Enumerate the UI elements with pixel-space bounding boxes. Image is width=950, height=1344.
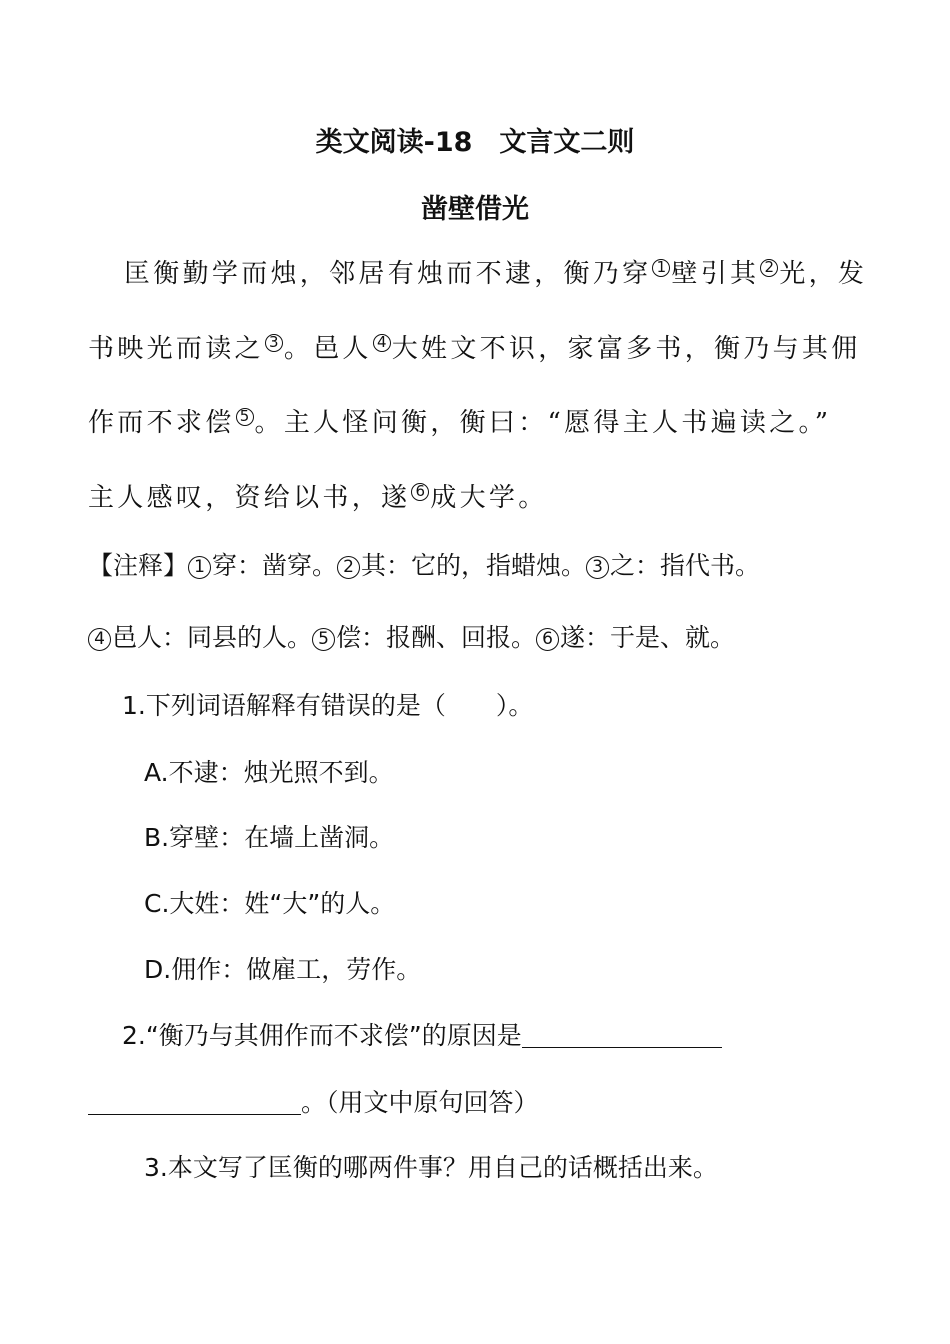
question-1: 1.下列词语解释有错误的是（ ）。 [122, 691, 534, 720]
note-marker-5: 5 [236, 408, 254, 426]
passage-line-2 [88, 333, 861, 365]
passage-text: 匡衡勤学而烛，邻居有烛而不逮，衡乃穿 [124, 259, 652, 289]
passage-text: 成大学。 [430, 483, 548, 513]
note-marker-4: 4 [373, 334, 391, 352]
page-title: 类文阅读-18 文言文二则 [315, 127, 635, 158]
passage-title: 凿壁借光 [421, 194, 529, 225]
note-marker-6: 6 [411, 483, 429, 501]
question-1-option-d: D.佣作：做雇工，劳作。 [144, 955, 422, 984]
note-text: 遂：于是、就。 [560, 623, 736, 652]
note-number-3: 3 [586, 556, 609, 579]
note-text: 其：它的，指蜡烛。 [361, 551, 587, 580]
answer-blank-1[interactable] [522, 1021, 722, 1048]
passage-text: 。邑人 [283, 334, 372, 364]
question-2-continued [88, 1087, 539, 1119]
notes-line-2 [88, 622, 735, 654]
question-2-instruction: 。（用文中原句回答） [301, 1088, 539, 1117]
question-3: 3.本文写了匡衡的哪两件事？用自己的话概括出来。 [144, 1153, 718, 1182]
note-number-1: 1 [188, 556, 211, 579]
question-2-text: 2.“衡乃与其佣作而不求偿”的原因是 [122, 1021, 522, 1050]
passage-line-4 [88, 482, 548, 514]
passage-text: 光，发 [779, 259, 868, 289]
passage-text: 大姓文不识，家富多书，衡乃与其佣 [391, 334, 861, 364]
notes-line-1 [88, 550, 760, 582]
note-marker-1: 1 [652, 259, 670, 277]
question-1-option-b: B.穿壁：在墙上凿洞。 [144, 823, 395, 852]
passage-text: 。主人怪问衡，衡曰：“愿得主人书遍读之。” [254, 408, 832, 438]
question-1-option-c: C.大姓：姓“大”的人。 [144, 889, 396, 918]
passage-text: 作而不求偿 [88, 408, 235, 438]
note-text: 偿：报酬、回报。 [336, 623, 537, 652]
note-number-6: 6 [536, 628, 559, 651]
passage-line-3 [88, 407, 831, 439]
note-number-5: 5 [312, 628, 335, 651]
note-number-2: 2 [337, 556, 360, 579]
answer-blank-2[interactable] [88, 1088, 301, 1115]
note-text: 之：指代书。 [610, 551, 761, 580]
note-number-4: 4 [88, 628, 111, 651]
question-1-option-a: A.不逮：烛光照不到。 [144, 758, 394, 787]
passage-text: 主人感叹，资给以书，遂 [88, 483, 411, 513]
note-text: 穿：凿穿。 [212, 551, 338, 580]
note-marker-2: 2 [760, 259, 778, 277]
passage-text: 壁引其 [671, 259, 760, 289]
note-text: 邑人：同县的人。 [112, 623, 313, 652]
passage-line-1 [124, 258, 867, 290]
passage-text: 书映光而读之 [88, 334, 264, 364]
note-marker-3: 3 [265, 334, 283, 352]
question-2 [122, 1020, 722, 1052]
notes-label: 【注释】 [88, 551, 189, 580]
